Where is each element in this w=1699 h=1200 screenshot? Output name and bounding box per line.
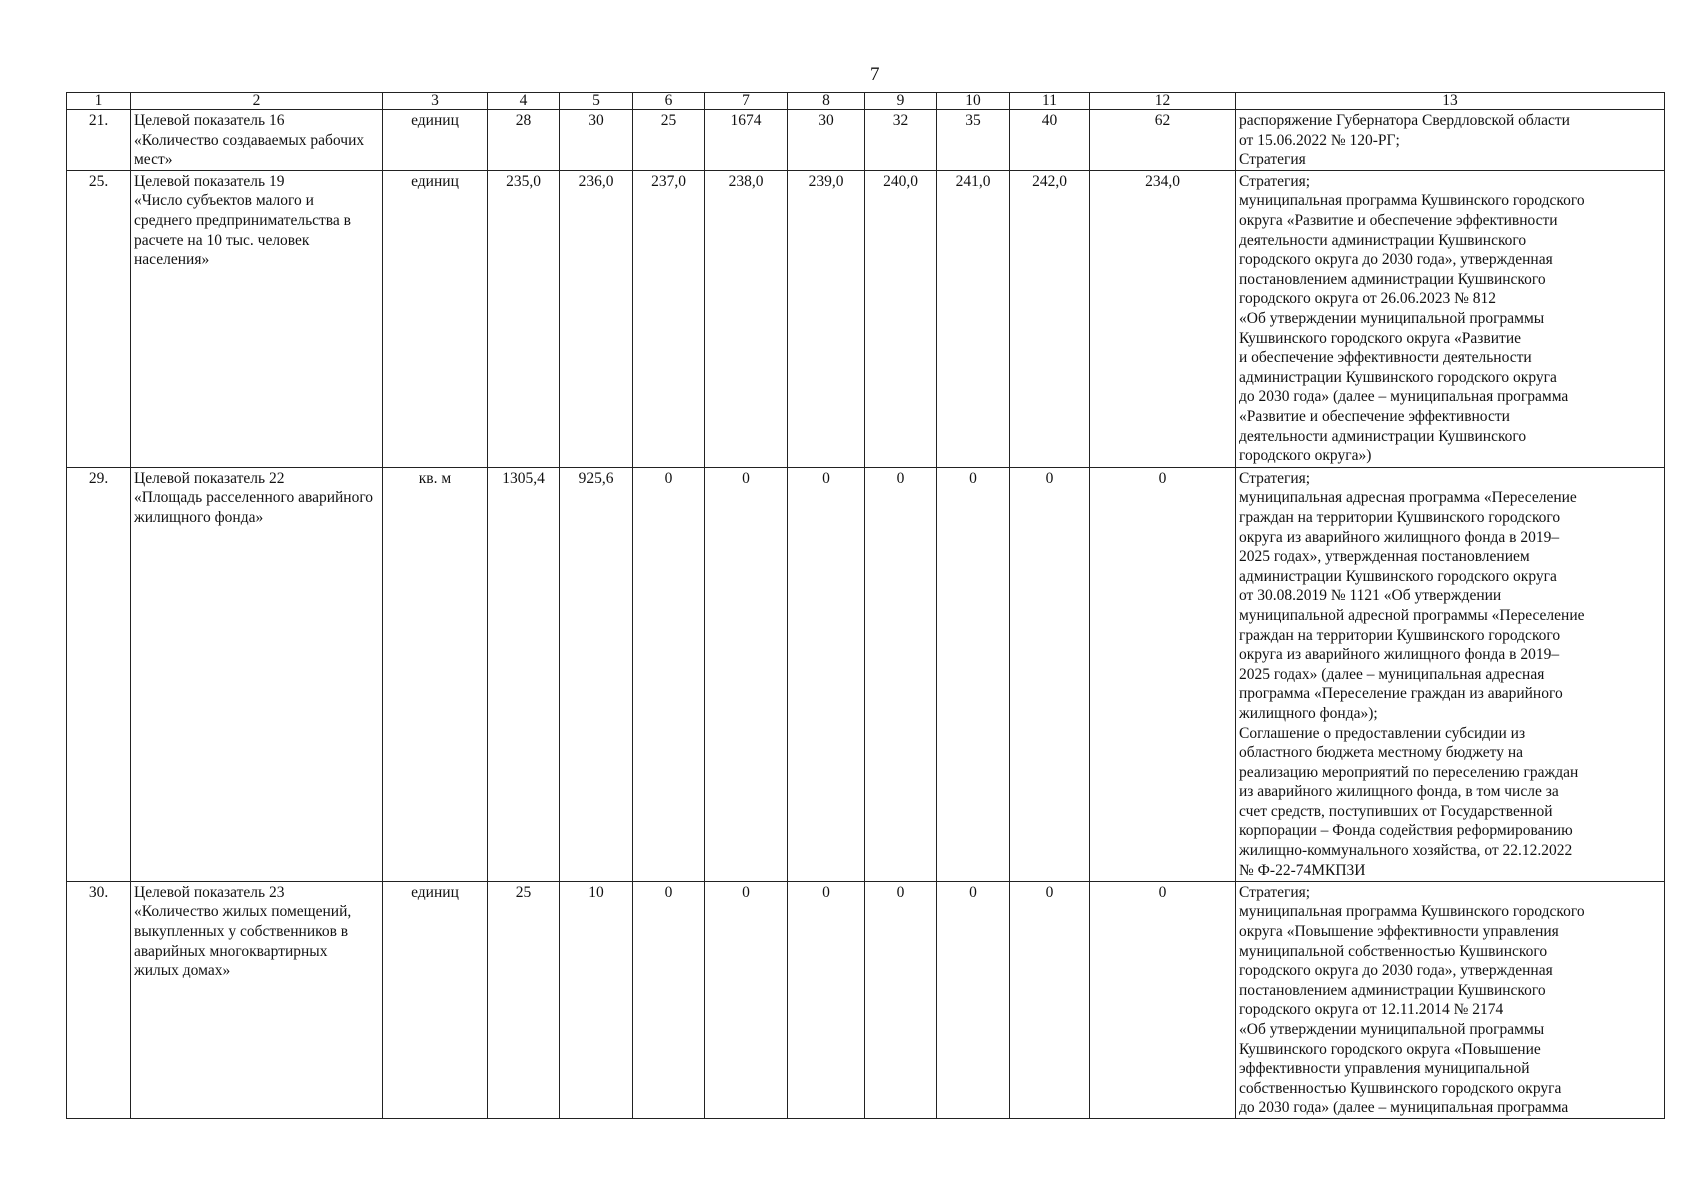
- indicator-value: 0: [633, 881, 705, 1118]
- indicator-value: 235,0: [488, 170, 560, 467]
- indicator-value: 239,0: [788, 170, 865, 467]
- indicator-value: 238,0: [705, 170, 788, 467]
- indicator-value: 62: [1090, 110, 1236, 171]
- indicator-value: 236,0: [560, 170, 633, 467]
- indicator-value: 25: [488, 881, 560, 1118]
- indicator-value: 25: [633, 110, 705, 171]
- indicators-table: [66, 92, 1665, 1119]
- table-row: [67, 170, 1665, 467]
- table-row: [67, 881, 1665, 1118]
- indicator-value: 0: [937, 467, 1010, 881]
- row-number: 25.: [67, 170, 131, 467]
- indicator-value: 0: [1090, 881, 1236, 1118]
- indicator-value: 10: [560, 881, 633, 1118]
- indicator-name: Целевой показатель 19 «Число субъектов малого и среднего предпринимательства в расчете на 10 тыс. человек населения»: [131, 170, 383, 467]
- column-header: 6: [633, 93, 705, 110]
- indicator-name: Целевой показатель 16 «Количество создаваемых рабочих мест»: [131, 110, 383, 171]
- indicator-value: 35: [937, 110, 1010, 171]
- indicator-name: Целевой показатель 23 «Количество жилых помещений, выкупленных у собственников в аварийных многоквартирных жилых домах»: [131, 881, 383, 1118]
- indicator-value: 0: [705, 467, 788, 881]
- indicator-value: 32: [865, 110, 937, 171]
- column-header: 4: [488, 93, 560, 110]
- indicator-value: 0: [865, 881, 937, 1118]
- indicator-value: 925,6: [560, 467, 633, 881]
- page-number: 7: [870, 64, 880, 85]
- indicator-value: 1305,4: [488, 467, 560, 881]
- column-header: 7: [705, 93, 788, 110]
- indicator-value: 0: [788, 881, 865, 1118]
- table-row: [67, 110, 1665, 171]
- indicator-value: 0: [865, 467, 937, 881]
- table-row: [67, 467, 1665, 881]
- indicator-value: 0: [1090, 467, 1236, 881]
- source-document: Стратегия; муниципальная адресная программа «Переселение граждан на территории Кушвинского городского округа из аварийного жилищного фонда в 2019– 2025 годах», утвержденная постановлением администрации Кушвинского городского округа от 30.08.2019 № 1121 «Об утверждении муниципальной адресной программы «Переселение граждан на территории Кушвинского городского округа из аварийного жилищного фонда в 2019– 2025 годах» (далее – муниципальная адресная программа «Переселение граждан из аварийного жилищного фонда»); Соглашение о предоставлении субсидии из областного бюджета местному бюджету на реализацию мероприятий по переселению граждан из аварийного жилищного фонда, в том числе за счет средств, поступивших от Государственной корпорации – Фонда содействия реформированию жилищно-коммунального хозяйства, от 22.12.2022 № Ф-22-74МКП3И: [1236, 467, 1665, 881]
- indicator-value: 237,0: [633, 170, 705, 467]
- row-number: 29.: [67, 467, 131, 881]
- column-number-row: [67, 93, 1665, 110]
- indicator-value: 234,0: [1090, 170, 1236, 467]
- column-header: 11: [1010, 93, 1090, 110]
- indicator-value: 0: [1010, 467, 1090, 881]
- unit-of-measure: единиц: [383, 170, 488, 467]
- row-number: 30.: [67, 881, 131, 1118]
- unit-of-measure: единиц: [383, 881, 488, 1118]
- source-document: Стратегия; муниципальная программа Кушвинского городского округа «Развитие и обеспечение эффективности деятельности администрации Кушвинского городского округа до 2030 года», утвержденная постановлением администрации Кушвинского городского округа от 26.06.2023 № 812 «Об утверждении муниципальной программы Кушвинского городского округа «Развитие и обеспечение эффективности деятельности администрации Кушвинского городского округа до 2030 года» (далее – муниципальная программа «Развитие и обеспечение эффективности деятельности администрации Кушвинского городского округа»): [1236, 170, 1665, 467]
- indicator-value: 242,0: [1010, 170, 1090, 467]
- indicator-value: 30: [788, 110, 865, 171]
- indicator-value: 1674: [705, 110, 788, 171]
- column-header: 8: [788, 93, 865, 110]
- source-document: распоряжение Губернатора Свердловской области от 15.06.2022 № 120-РГ; Стратегия: [1236, 110, 1665, 171]
- column-header: 10: [937, 93, 1010, 110]
- column-header: 3: [383, 93, 488, 110]
- indicator-value: 30: [560, 110, 633, 171]
- unit-of-measure: кв. м: [383, 467, 488, 881]
- indicator-value: 0: [788, 467, 865, 881]
- indicator-name: Целевой показатель 22 «Площадь расселенного аварийного жилищного фонда»: [131, 467, 383, 881]
- unit-of-measure: единиц: [383, 110, 488, 171]
- column-header: 12: [1090, 93, 1236, 110]
- indicator-value: 28: [488, 110, 560, 171]
- column-header: 9: [865, 93, 937, 110]
- column-header: 5: [560, 93, 633, 110]
- indicator-value: 40: [1010, 110, 1090, 171]
- row-number: 21.: [67, 110, 131, 171]
- indicator-value: 240,0: [865, 170, 937, 467]
- indicator-value: 0: [633, 467, 705, 881]
- indicator-value: 241,0: [937, 170, 1010, 467]
- column-header: 1: [67, 93, 131, 110]
- column-header: 2: [131, 93, 383, 110]
- source-document: Стратегия; муниципальная программа Кушвинского городского округа «Повышение эффективности управления муниципальной собственностью Кушвинского городского округа до 2030 года», утвержденная постановлением администрации Кушвинского городского округа от 12.11.2014 № 2174 «Об утверждении муниципальной программы Кушвинского городского округа «Повышение эффективности управления муниципальной собственностью Кушвинского городского округа до 2030 года» (далее – муниципальная программа: [1236, 881, 1665, 1118]
- indicator-value: 0: [705, 881, 788, 1118]
- indicator-value: 0: [937, 881, 1010, 1118]
- column-header: 13: [1236, 93, 1665, 110]
- indicator-value: 0: [1010, 881, 1090, 1118]
